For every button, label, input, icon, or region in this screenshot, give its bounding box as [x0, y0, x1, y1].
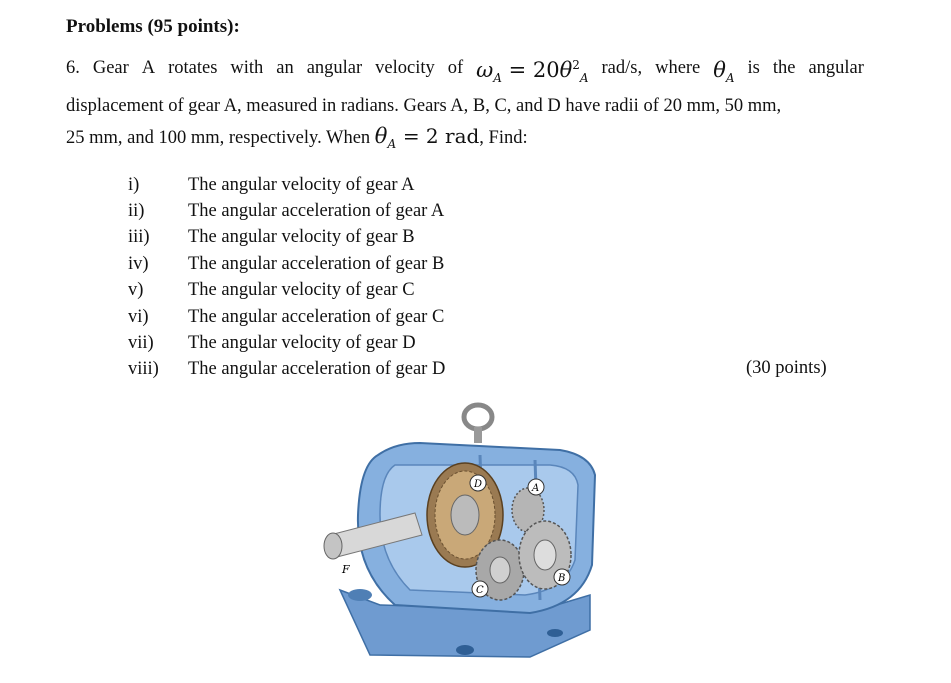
- list-item: viii) The angular acceleration of gear D: [128, 359, 446, 380]
- problem-line-2: displacement of gear A, measured in radians. Gears A, B, C, and D have radii of 20 mm, 50 mm,: [66, 96, 782, 116]
- problem-line-1: 6. Gear A rotates with an angular velocity of $\omega_A = 20\theta^2_A$ rad/s, where $\theta_A$ is the angular: [66, 58, 864, 86]
- gearbox-figure: [300, 395, 630, 675]
- list-item: iv) The angular acceleration of gear B: [128, 253, 445, 274]
- problem-line-3: 25 mm, and 100 mm, respectively. When $\theta_A = 2$ rad, Find:: [66, 124, 528, 152]
- list-item: i) The angular velocity of gear A: [128, 174, 415, 195]
- list-item: iii) The angular velocity of gear B: [128, 227, 415, 248]
- gear-b: [519, 521, 571, 589]
- label-c: C: [476, 585, 484, 596]
- label-a: A: [532, 483, 540, 494]
- problems-heading: Problems (95 points):: [66, 16, 240, 37]
- list-item: v) The angular velocity of gear C: [128, 280, 415, 301]
- theta-symbol: $\theta_A$: [713, 58, 735, 86]
- problem-number: 6.: [66, 58, 80, 78]
- question-list: [128, 172, 445, 383]
- list-item: ii) The angular acceleration of gear A: [128, 201, 445, 222]
- lifting-eye-icon: [464, 405, 492, 443]
- label-d: D: [474, 479, 483, 490]
- label-f: F: [342, 563, 350, 576]
- label-b: B: [558, 573, 566, 584]
- points-label: (30 points): [746, 358, 827, 378]
- list-item: vii) The angular velocity of gear D: [128, 333, 416, 354]
- list-item: vi) The angular acceleration of gear C: [128, 306, 445, 327]
- omega-equation: $\omega_A = 20\theta^2_A$: [476, 58, 589, 86]
